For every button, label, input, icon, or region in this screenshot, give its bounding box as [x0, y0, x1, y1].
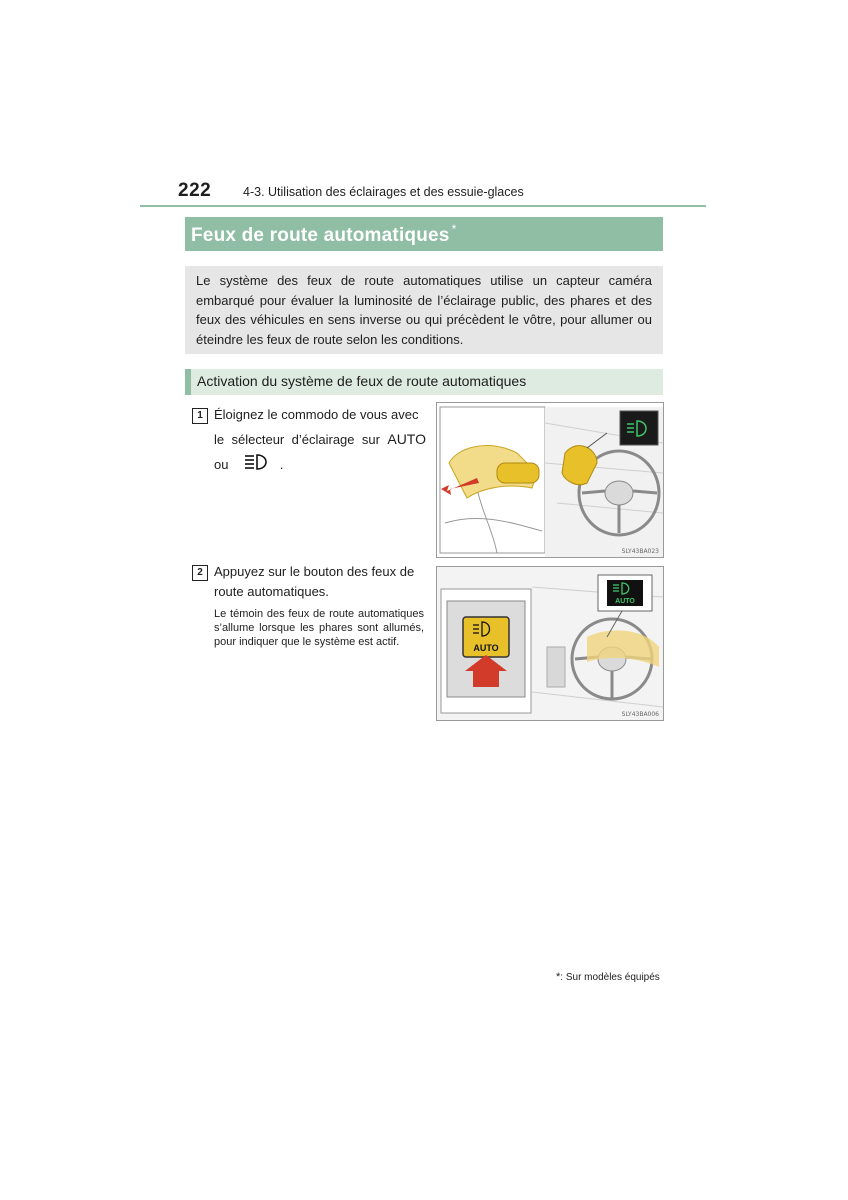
auto-button-label: AUTO	[473, 643, 499, 653]
step-1-or-text: ou	[214, 457, 229, 472]
subsection-title: Activation du système de feux de route automatiques	[197, 373, 527, 389]
figure-1-code: SLY43BA023	[621, 548, 659, 555]
step-2-note: Le témoin des feux de route automatiques s’allume lorsque les phares sont allumés, pour indiquer que le système est actif.	[214, 608, 424, 648]
figure-auto-button-illustration	[436, 566, 664, 721]
section-title-text: Feux de route automatiques	[191, 225, 450, 246]
page-number: 222	[178, 180, 212, 201]
step-1-line-1: Éloignez le commodo de vous avec	[214, 407, 419, 422]
auto-button-illustration	[437, 567, 663, 720]
step-1-auto-label: AUTO	[387, 431, 426, 447]
step-2-number: 2	[192, 565, 208, 581]
header-divider	[140, 205, 706, 207]
step-1-line-2	[214, 427, 426, 452]
footnote	[556, 971, 660, 983]
section-title-asterisk: *	[451, 222, 457, 236]
footnote-text: : Sur modèles équipés	[560, 972, 660, 983]
lever-illustration	[437, 403, 663, 557]
step-1-period: .	[279, 457, 284, 472]
intro-text: Le système des feux de route automatiques utilise un capteur caméra embarqué pour évaluer la luminosité de l’éclairage public, des phares et des feux des véhicules en sens inverse ou qui précèdent le vôtre, pour allumer ou éteindre les feux de route selon les conditions.	[196, 273, 652, 347]
step-2-text: Appuyez sur le bouton des feux de route automatiques.	[214, 564, 415, 599]
subsection-marker	[185, 369, 191, 395]
step-1-text	[214, 402, 426, 478]
figure-lever-illustration	[436, 402, 664, 558]
step-1-selector-text: le sélecteur d’éclairage sur	[214, 432, 380, 447]
figure-2-code: SLY43BA006	[621, 711, 659, 718]
headlight-icon	[244, 453, 270, 478]
step-1-line-3	[214, 452, 426, 478]
indicator-auto-label: AUTO	[615, 598, 635, 605]
section-title	[191, 222, 456, 247]
step-1-number: 1	[192, 408, 208, 424]
footnote-asterisk: *	[556, 971, 561, 983]
breadcrumb: 4-3. Utilisation des éclairages et des essuie-glaces	[243, 185, 524, 199]
